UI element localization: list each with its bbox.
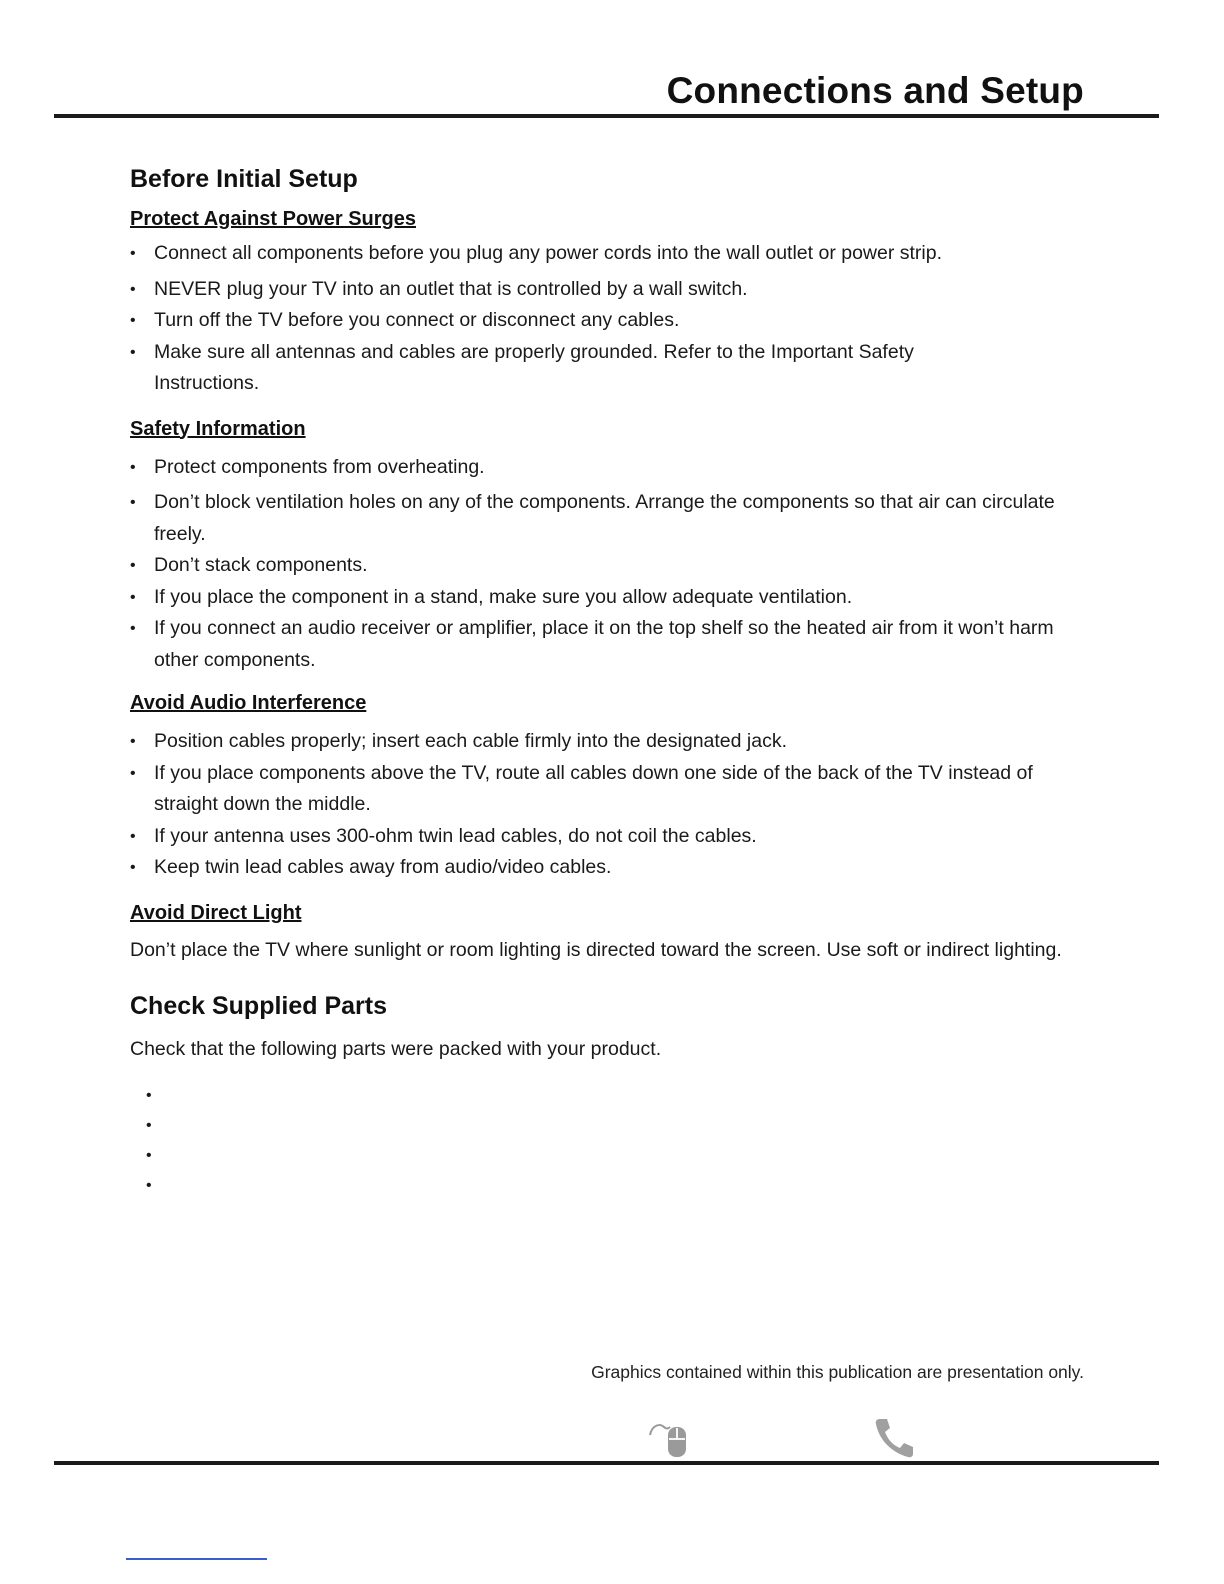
list-power-surges (130, 238, 1090, 400)
main-content (130, 162, 1090, 1200)
list-item: • Position cables properly; insert each cable firmly into the designated jack. (130, 726, 1090, 758)
link-underline (126, 1558, 267, 1560)
list-item: • Protect components from overheating. (130, 452, 1090, 484)
mouse-icon (646, 1415, 690, 1459)
footer-note: Graphics contained within this publication are presentation only. (591, 1362, 1084, 1382)
header-divider (54, 114, 1159, 118)
list-safety-information (130, 452, 1090, 677)
list-item: • Don’t block ventilation holes on any of the components. Arrange the components so that air can circulate freely. (130, 487, 1090, 550)
list-item (146, 1170, 1090, 1200)
list-item: • If your antenna uses 300-ohm twin lead cables, do not coil the cables. (130, 821, 1090, 853)
list-audio-interference (130, 726, 1090, 884)
direct-light-text: Don’t place the TV where sunlight or room lighting is directed toward the screen. Use soft or indirect lighting. (130, 938, 1062, 961)
footer-divider (54, 1461, 1159, 1465)
section-heading-before-setup: Before Initial Setup (130, 165, 358, 193)
subheading-audio-interference: Avoid Audio Interference (130, 692, 367, 714)
list-item (146, 1080, 1090, 1110)
list-item (146, 1140, 1090, 1170)
list-item: • If you place components above the TV, route all cables down one side of the back of the TV instead of straight down the middle. (130, 758, 1090, 821)
list-item: • Make sure all antennas and cables are properly grounded. Refer to the Important Safety Instructions. (130, 337, 1090, 400)
subheading-safety-information: Safety Information (130, 417, 306, 440)
list-item: • Turn off the TV before you connect or disconnect any cables. (130, 305, 1090, 337)
list-item (146, 1110, 1090, 1140)
page-title: Connections and Setup (666, 70, 1084, 111)
list-item: • If you place the component in a stand, make sure you allow adequate ventilation. (130, 582, 1090, 614)
list-item: • If you connect an audio receiver or amplifier, place it on the top shelf so the heated air from it won’t harm other components. (130, 613, 1090, 676)
list-item: • NEVER plug your TV into an outlet that is controlled by a wall switch. (130, 274, 1090, 306)
section-heading-supplied-parts: Check Supplied Parts (130, 991, 388, 1020)
list-item: • Keep twin lead cables away from audio/video cables. (130, 852, 1090, 884)
supplied-parts-intro: Check that the following parts were packed with your product. (130, 1037, 662, 1060)
subheading-power-surges: Protect Against Power Surges (130, 208, 416, 230)
list-item: • Connect all components before you plug any power cords into the wall outlet or power strip. (130, 238, 1090, 270)
supplied-parts-list (130, 1080, 1090, 1200)
phone-icon (872, 1415, 916, 1459)
list-item: • Don’t stack components. (130, 550, 1090, 582)
subheading-direct-light: Avoid Direct Light (130, 901, 302, 924)
